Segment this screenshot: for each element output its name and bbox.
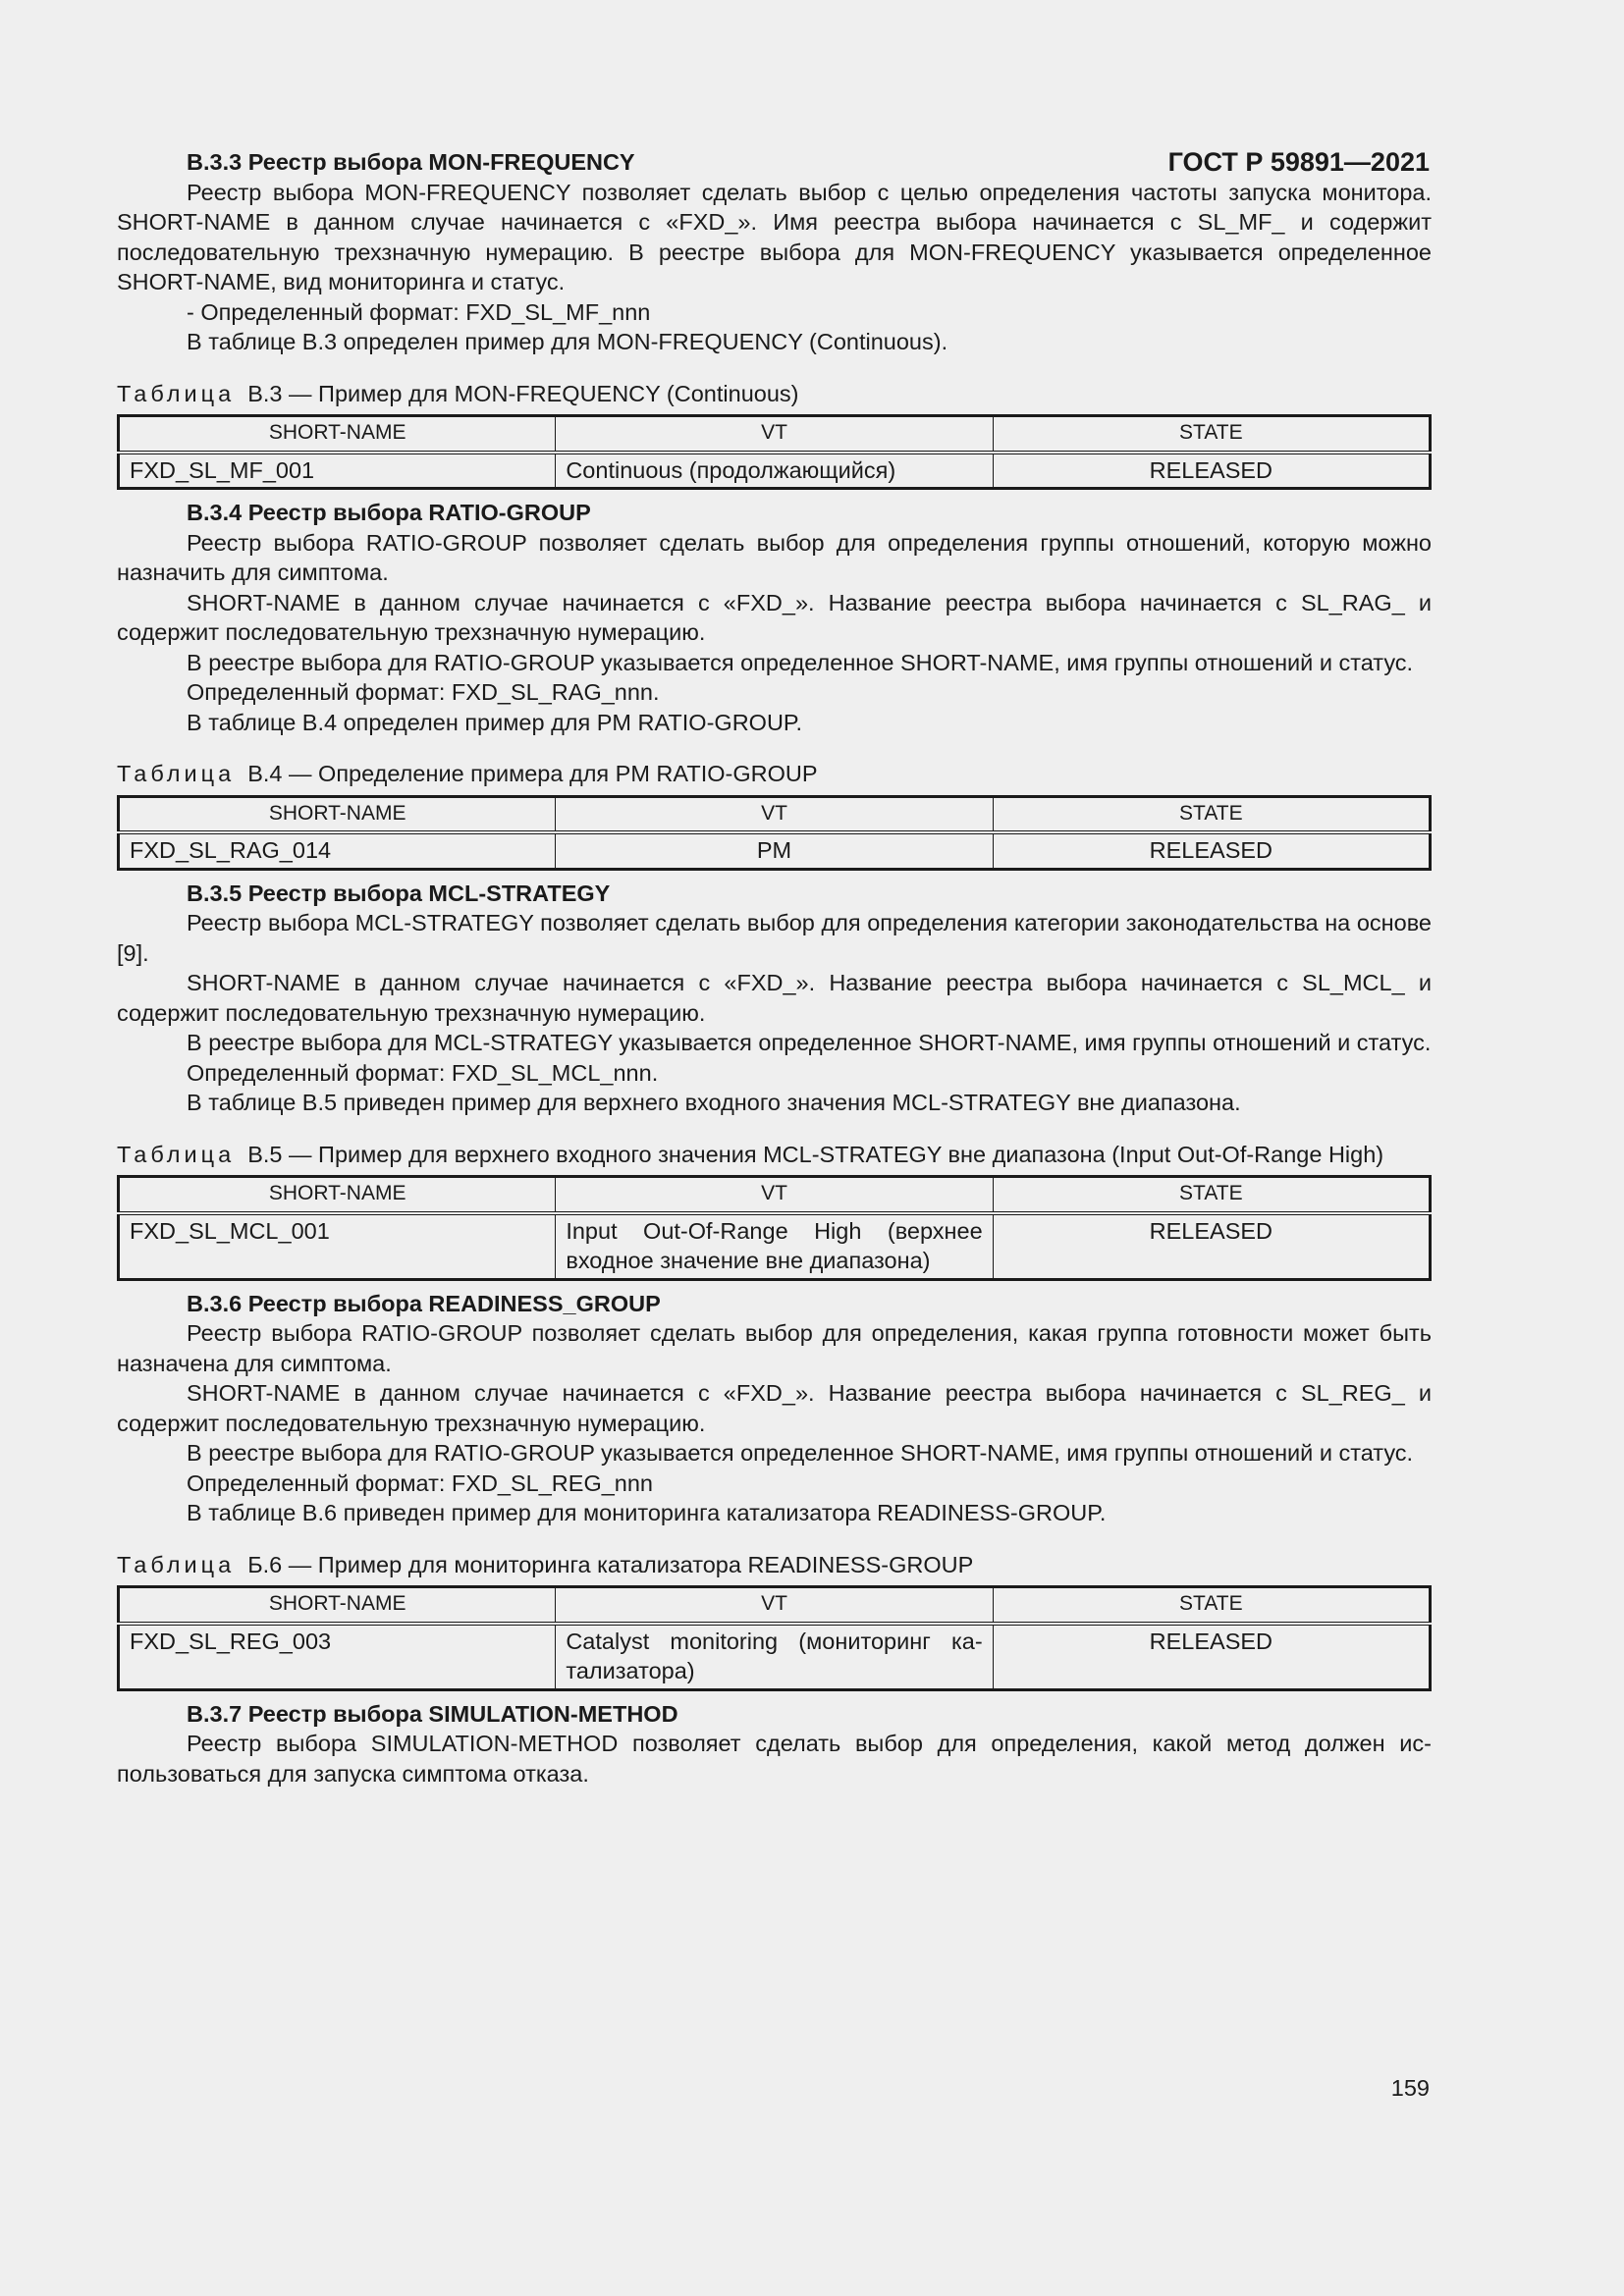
- paragraph: Реестр выбора SIMULATION-METHOD позволяет сделать выбор для определения, какой метод должен ис-пользоваться для запуска симптома отказа.: [117, 1731, 1432, 1787]
- paragraph: В реестре выбора для RATIO-GROUP указывается определенное SHORT-NAME, имя группы отношений и статус.: [187, 1440, 1414, 1466]
- data-table: [117, 414, 1432, 490]
- paragraph: В реестре выбора для MCL-STRATEGY указывается определенное SHORT-NAME, имя группы отношений и статус.: [187, 1030, 1432, 1055]
- cell-vt: PM: [556, 832, 993, 869]
- section-b37: [117, 1699, 1432, 1789]
- standard-header: ГОСТ Р 59891—2021: [1167, 147, 1430, 177]
- section-b34: [117, 498, 1432, 871]
- table-caption: [117, 379, 1432, 409]
- column-header-state: STATE: [993, 416, 1430, 453]
- column-header-state: STATE: [993, 796, 1430, 832]
- table-caption: [117, 759, 1432, 789]
- paragraph: SHORT-NAME в данном случае начинается с «FXD_». Название реестра выбора начинается с SL_RAG_ и содержит последовательную трехзначную нумерацию.: [117, 589, 1432, 645]
- column-header-vt: VT: [556, 1587, 993, 1624]
- cell-short-name: FXD_SL_REG_003: [119, 1624, 556, 1690]
- paragraph: В таблице В.4 определен пример для PM RATIO-GROUP.: [187, 709, 803, 735]
- cell-state: RELEASED: [993, 1213, 1430, 1280]
- section-title: В.3.6 Реестр выбора READINESS_GROUP: [187, 1290, 661, 1316]
- column-header-state: STATE: [993, 1177, 1430, 1213]
- paragraph: В таблице В.5 приведен пример для верхнего входного значения MCL-STRATEGY вне диапазона.: [187, 1090, 1241, 1115]
- column-header-vt: VT: [556, 416, 993, 453]
- section-title: В.3.3 Реестр выбора MON-FREQUENCY: [187, 149, 635, 175]
- paragraph: Реестр выбора RATIO-GROUP позволяет сделать выбор для определения группы отношений, которую можно назначить для симптома.: [117, 529, 1432, 585]
- paragraph: Реестр выбора MON-FREQUENCY позволяет сделать выбор с целью определения частоты запуска монитора. SHORT-NAME в данном случае начинается с «FXD_». Имя реестра выбора начинается с SL_MF_ и содержит последовательную трехзначную нумерацию. В реестре выбора для MON-FREQUENCY указывается определенное SHORT-NAME, вид мониторинга и статус.: [117, 179, 1432, 294]
- table-row: [119, 1624, 1431, 1690]
- cell-short-name: FXD_SL_MCL_001: [119, 1213, 556, 1280]
- section-title: В.3.7 Реестр выбора SIMULATION-METHOD: [187, 1700, 678, 1727]
- caption-label: Таблица: [117, 380, 236, 406]
- section-b36: [117, 1289, 1432, 1691]
- cell-vt: Input Out-Of-Range High (верхнее входное значение вне диапазона): [556, 1213, 993, 1280]
- cell-short-name: FXD_SL_RAG_014: [119, 832, 556, 869]
- column-header-short-name: SHORT-NAME: [119, 796, 556, 832]
- paragraph: Реестр выбора RATIO-GROUP позволяет сделать выбор для определения, какая группа готовности может быть назначена для симптома.: [117, 1320, 1432, 1376]
- caption-text: В.5 — Пример для верхнего входного значения MCL-STRATEGY вне диапазона (Input Out-Of-Range High): [247, 1141, 1384, 1167]
- paragraph: SHORT-NAME в данном случае начинается с «FXD_». Название реестра выбора начинается с SL_REG_ и содержит последовательную трехзначную нумерацию.: [117, 1380, 1432, 1436]
- section-title: В.3.5 Реестр выбора MCL-STRATEGY: [187, 880, 611, 906]
- column-header-state: STATE: [993, 1587, 1430, 1624]
- paragraph: Определенный формат: FXD_SL_MCL_nnn.: [187, 1059, 659, 1086]
- column-header-short-name: SHORT-NAME: [119, 416, 556, 453]
- data-table: [117, 1585, 1432, 1691]
- paragraph: Определенный формат: FXD_SL_REG_nnn: [187, 1469, 654, 1496]
- paragraph: В таблице В.3 определен пример для MON-FREQUENCY (Continuous).: [187, 329, 948, 354]
- cell-state: RELEASED: [993, 1624, 1430, 1690]
- paragraph: Реестр выбора MCL-STRATEGY позволяет сделать выбор для определения категории законодательства на основе [9].: [117, 910, 1432, 966]
- cell-state: RELEASED: [993, 832, 1430, 869]
- caption-text: Б.6 — Пример для мониторинга катализатора READINESS-GROUP: [247, 1551, 974, 1577]
- table-caption: [117, 1550, 1432, 1580]
- cell-vt: Continuous (продолжающийся): [556, 453, 993, 489]
- table-row: [119, 453, 1431, 489]
- section-b33: [117, 147, 1432, 490]
- cell-state: RELEASED: [993, 453, 1430, 489]
- column-header-short-name: SHORT-NAME: [119, 1177, 556, 1213]
- caption-label: Таблица: [117, 1551, 236, 1577]
- table-caption: [117, 1140, 1432, 1170]
- column-header-vt: VT: [556, 796, 993, 832]
- cell-short-name: FXD_SL_MF_001: [119, 453, 556, 489]
- column-header-short-name: SHORT-NAME: [119, 1587, 556, 1624]
- table-row: [119, 832, 1431, 869]
- paragraph: SHORT-NAME в данном случае начинается с «FXD_». Название реестра выбора начинается с SL_MCL_ и содержит последовательную трехзначную нумерацию.: [117, 970, 1432, 1026]
- paragraph: В реестре выбора для RATIO-GROUP указывается определенное SHORT-NAME, имя группы отношений и статус.: [187, 649, 1414, 675]
- paragraph: В таблице В.6 приведен пример для мониторинга катализатора READINESS-GROUP.: [187, 1500, 1107, 1525]
- paragraph: - Определенный формат: FXD_SL_MF_nnn: [187, 298, 651, 325]
- caption-text: В.3 — Пример для MON-FREQUENCY (Continuous): [247, 380, 799, 406]
- caption-label: Таблица: [117, 1141, 236, 1167]
- caption-label: Таблица: [117, 761, 236, 786]
- section-title: В.3.4 Реестр выбора RATIO-GROUP: [187, 500, 591, 525]
- cell-vt: Catalyst monitoring (мониторинг ка-тализатора): [556, 1624, 993, 1690]
- table-row: [119, 1213, 1431, 1280]
- paragraph: Определенный формат: FXD_SL_RAG_nnn.: [187, 679, 660, 705]
- section-b35: [117, 879, 1432, 1281]
- column-header-vt: VT: [556, 1177, 993, 1213]
- data-table: [117, 1175, 1432, 1281]
- data-table: [117, 795, 1432, 871]
- caption-text: В.4 — Определение примера для PM RATIO-GROUP: [247, 761, 818, 786]
- page-number: 159: [1390, 2075, 1430, 2101]
